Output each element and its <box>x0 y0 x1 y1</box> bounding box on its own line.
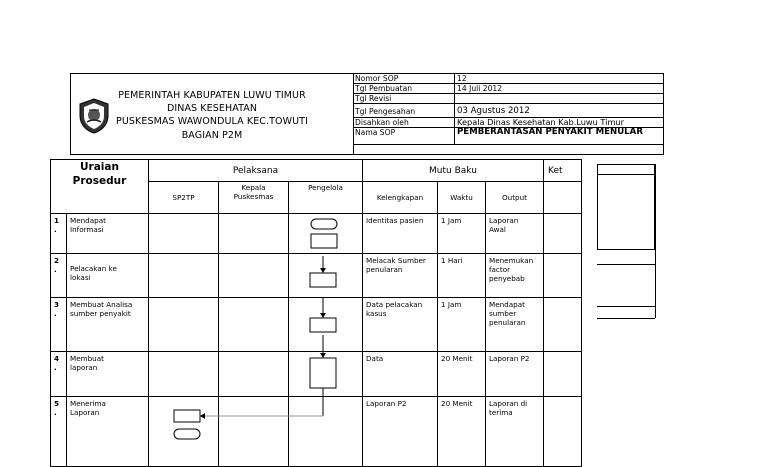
row-output: Mendapat sumber penularan <box>486 298 544 352</box>
col-mutu-baku: Mutu Baku <box>363 160 544 182</box>
sub-output: Output <box>486 182 544 214</box>
arrow-left-icon <box>200 413 205 419</box>
meta-value: 14 Juli 2012 <box>457 84 503 93</box>
col-ket: Ket <box>544 160 582 182</box>
row-number: 4 . <box>51 352 67 397</box>
header-line-4: BAGIAN P2M <box>181 130 243 141</box>
arrow-down-icon <box>320 353 326 358</box>
arrow-down-icon <box>320 313 326 318</box>
meta-value-sop-name: PEMBERANTASAN PENYAKIT MENULAR <box>457 127 643 137</box>
row-kelengkapan: Melacak Sumber penularan <box>363 254 438 298</box>
process-box-4 <box>310 358 336 388</box>
meta-value: 12 <box>457 74 467 83</box>
terminator-start-symbol <box>311 219 337 229</box>
meta-value: 03 Agustus 2012 <box>457 106 530 116</box>
row-waktu: 1 Jam <box>438 214 486 254</box>
row-uraian: Membuat Analisa sumber penyakit <box>67 298 149 352</box>
meta-value: Kepala Dinas Kesehatan Kab.Luwu Timur <box>457 117 624 127</box>
row-output: Laporan di terima <box>486 397 544 467</box>
sub-waktu: Waktu <box>438 182 486 214</box>
header-line-2: DINAS KESEHATAN <box>166 103 258 114</box>
col-uraian-prosedur: Uraian Prosedur <box>51 160 149 214</box>
row-output: Laporan Awal <box>486 214 544 254</box>
row-waktu: 1 Jam <box>438 298 486 352</box>
row-uraian: Mendapat Informasi <box>67 214 149 254</box>
header-line-3: PUSKESMAS WAWONDULA KEC.TOWUTI <box>116 116 308 127</box>
terminator-end-symbol <box>174 429 200 439</box>
row-number: 2 . <box>51 254 67 298</box>
process-box-1 <box>311 234 337 248</box>
row-number: 1 . <box>51 214 67 254</box>
arrow-down-icon <box>320 268 326 273</box>
sub-kelengkapan: Kelengkapan <box>363 182 438 214</box>
row-number: 3 . <box>51 298 67 352</box>
meta-label: Nama SOP <box>355 128 396 137</box>
meta-label: Tgl Pembuatan <box>355 84 413 93</box>
sub-sp2tp: SP2TP <box>149 182 219 214</box>
sub-kepala-puskesmas: Kepala Puskesmas <box>219 182 289 214</box>
row-output: Menemukan factor penyebab <box>486 254 544 298</box>
process-box-2 <box>310 273 336 287</box>
row-kelengkapan: Data <box>363 352 438 397</box>
meta-label: Tgl Revisi <box>355 94 392 103</box>
row-uraian: Membuat laporan <box>67 352 149 397</box>
meta-label: Disahkan oleh <box>355 118 409 127</box>
process-box-5 <box>174 410 200 422</box>
row-number: 5 . <box>51 397 67 467</box>
row-waktu: 20 Menit <box>438 352 486 397</box>
row-kelengkapan: Laporan P2 <box>363 397 438 467</box>
row-kelengkapan: Data pelacakan kasus <box>363 298 438 352</box>
row-waktu: 1 Hari <box>438 254 486 298</box>
meta-label: Nomor SOP <box>355 74 399 83</box>
header-line-1: PEMERINTAH KABUPATEN LUWU TIMUR <box>118 90 306 101</box>
meta-label: Tgl Pengesahan <box>355 107 416 116</box>
row-waktu: 20 Menit <box>438 397 486 467</box>
row-uraian: Menerima Laporan <box>67 397 149 467</box>
row-output: Laporan P2 <box>486 352 544 397</box>
row-kelengkapan: Identitas pasien <box>363 214 438 254</box>
sub-pengelola: Pengelola <box>289 182 363 214</box>
row-uraian: Pelacakan ke lokasi <box>67 254 149 298</box>
col-pelaksana: Pelaksana <box>149 160 363 182</box>
process-box-3 <box>310 318 336 332</box>
